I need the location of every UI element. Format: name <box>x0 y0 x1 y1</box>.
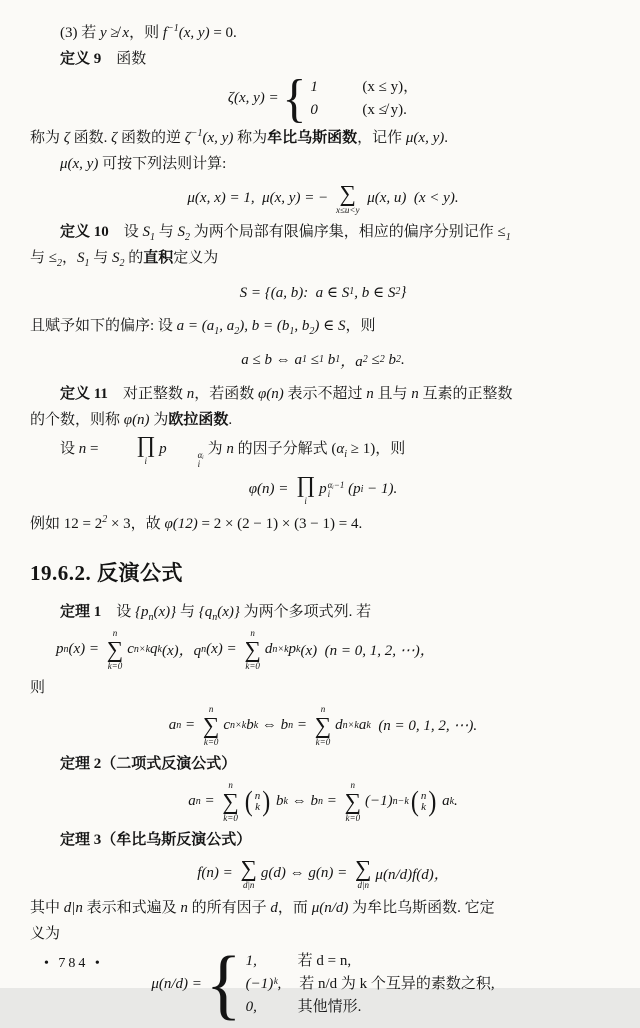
math-run: φ(n) = <box>248 481 293 498</box>
text-line <box>30 46 616 72</box>
formula-line <box>30 857 616 891</box>
math-run: f(n) = <box>197 865 237 882</box>
math-run: . <box>454 793 458 810</box>
math-run: μ(x, y) <box>405 130 445 146</box>
math-run: . <box>400 351 405 368</box>
subscript: 1 <box>349 286 355 297</box>
text-run: 称为 <box>30 130 64 146</box>
operator-upper-limit: n <box>250 627 255 638</box>
operator-lower-limit: k=0 <box>345 812 361 823</box>
formula-line <box>30 629 616 671</box>
text-run: ，若函数 <box>194 386 258 402</box>
math-run: a ≤ b ⇔ a <box>241 351 302 368</box>
subscript: i <box>360 483 364 495</box>
operator-lower-limit: k=0 <box>223 812 238 823</box>
case-value: (−1)ᵏ, <box>245 976 282 993</box>
operator-symbol: ∑ <box>244 636 261 662</box>
math-run: μ(n/d) = <box>151 976 206 993</box>
left-brace-icon: { <box>205 940 242 1028</box>
text-run: 且赋予如下的偏序: 设 <box>30 318 177 334</box>
operator-lower-limit: k=0 <box>245 660 260 671</box>
text-run: 表示不超过 <box>283 386 367 402</box>
text-line <box>30 20 616 46</box>
text-run: 的因子分解式 ( <box>233 440 337 457</box>
text-run: 为 <box>149 412 169 428</box>
math-run: q <box>150 641 158 658</box>
math-run: g(d) ⇔ g(n) = <box>260 865 352 882</box>
subscript: k <box>449 795 455 807</box>
text-line <box>30 125 616 151</box>
math-run: d <box>270 899 278 916</box>
math-run: d <box>335 717 343 734</box>
math-run: p <box>56 641 64 658</box>
binomial-stack <box>253 791 263 813</box>
operator-lower-limit: k=0 <box>315 736 331 747</box>
math-run: } <box>400 283 407 300</box>
text-run: 与 <box>89 250 113 266</box>
superscript: n−k <box>392 795 409 807</box>
left-paren-icon: ( <box>410 786 419 818</box>
text-run: 设 <box>60 440 79 457</box>
bold-run: 定义 9 <box>60 51 102 67</box>
math-run: μ(n/d) <box>311 899 349 916</box>
case-value: 0, <box>245 999 257 1016</box>
math-run: = <box>181 717 199 734</box>
math-run: c <box>223 717 230 734</box>
math-run: − 1). <box>363 481 398 498</box>
text-line <box>30 895 616 921</box>
text-run: 为两个局部有限偏序集，相应的偏序分别记作 ≤ <box>190 224 506 240</box>
subscript: 2 <box>234 326 240 337</box>
text-run: 定义为 <box>173 250 219 266</box>
math-run: p <box>288 641 297 658</box>
formula-line <box>30 940 616 1028</box>
operator-upper-limit: n <box>208 703 214 714</box>
math-run: α <box>336 440 345 457</box>
math-run: S = {(a, b): a ∈ S <box>239 284 350 301</box>
text-run: 的 <box>124 250 144 266</box>
operator-symbol: ∑ <box>106 636 124 662</box>
operator-upper-limit: n <box>350 779 356 790</box>
math-run: ζ <box>184 130 191 146</box>
pi-operator <box>296 473 315 506</box>
page-number: • 784 • <box>44 956 103 971</box>
text-run: ， <box>61 250 77 266</box>
subscript: i <box>344 448 347 460</box>
binomial-top: n <box>254 789 261 802</box>
left-paren-icon: ( <box>244 786 253 818</box>
text-line <box>30 381 616 407</box>
text-line <box>30 151 616 177</box>
sup-sub-stack <box>327 481 345 499</box>
text-run: 19.6.2. 反演公式 <box>30 560 183 585</box>
case-value: 0 <box>310 101 318 118</box>
subscript: i <box>197 458 201 469</box>
text-run: 称为 <box>233 130 268 146</box>
subscript: n×k <box>342 719 359 731</box>
subscript: 1 <box>150 232 156 243</box>
math-run: S <box>112 250 120 266</box>
text-run: 的所有因子 <box>187 899 271 916</box>
sigma-operator <box>345 781 361 823</box>
subscript: n <box>195 795 201 807</box>
subscript: 2 <box>185 232 191 243</box>
operator-symbol: ∑ <box>240 856 257 882</box>
right-paren-icon: ) <box>262 786 271 818</box>
bold-run: 定义 11 <box>60 386 108 402</box>
math-run: ) ∈ S <box>314 318 346 334</box>
formula-line <box>30 68 616 128</box>
math-run: a = (a <box>176 318 215 334</box>
subscript: i <box>327 488 331 499</box>
sigma-operator <box>315 705 331 747</box>
math-run: S <box>177 224 186 240</box>
subscript: 2 <box>362 354 368 365</box>
sigma-operator <box>244 629 260 671</box>
binomial-bottom: k <box>421 800 426 813</box>
text-line <box>30 751 616 777</box>
math-run: μ(x, x) = 1, μ(x, y) = − <box>187 189 332 206</box>
section-heading <box>30 557 616 587</box>
bold-run: 直积 <box>143 250 174 266</box>
math-run: = <box>293 717 311 734</box>
math-run: n <box>366 386 374 402</box>
formula-line <box>30 343 616 377</box>
case-value: 1 <box>310 78 318 95</box>
text-run: . <box>444 130 448 146</box>
text-run: 为 <box>203 440 227 457</box>
right-paren-icon: ) <box>428 786 437 818</box>
math-run: φ(n) <box>123 412 150 428</box>
math-run: b <box>272 793 284 810</box>
operator-lower-limit: k=0 <box>107 660 123 671</box>
math-run: ζ <box>63 130 70 146</box>
math-run: μ(x, u) (x < y). <box>363 189 459 206</box>
subscript: n <box>63 643 69 655</box>
text-line <box>30 675 616 701</box>
subscript: 2 <box>56 258 62 269</box>
math-run: (x)，q <box>162 643 202 660</box>
math-run: (x, y) <box>202 130 234 146</box>
text-run: ≥ 1)，则 <box>347 440 406 457</box>
text-line <box>30 827 616 853</box>
superscript: αᵢ−1 <box>327 479 345 490</box>
text-run: 表示和式遍及 <box>82 899 181 916</box>
math-run: p <box>319 481 327 498</box>
text-run: 与 ≤ <box>30 250 57 266</box>
subscript: 1 <box>214 326 220 337</box>
text-run: 可按下列法则计算: <box>98 156 227 172</box>
subscript: 2 <box>379 354 385 365</box>
case-row <box>310 77 418 98</box>
superscript: 2 <box>102 513 108 525</box>
text-run: 义为 <box>30 925 61 942</box>
formula-line <box>30 473 616 507</box>
text-run: 为两个多项式列. 若 <box>239 603 372 620</box>
math-run: (p <box>344 481 361 498</box>
case-row <box>246 974 495 995</box>
operator-lower-limit: k=0 <box>203 736 219 747</box>
text-run: 设 <box>101 603 136 620</box>
subscript: 1 <box>289 326 295 337</box>
subscript: n <box>288 719 294 731</box>
text-run: 则 <box>30 679 46 696</box>
subscript: n <box>212 611 218 623</box>
math-run: S <box>142 224 151 240</box>
subscript: n×k <box>230 719 247 731</box>
subscript: k <box>283 795 288 807</box>
bold-run: 牟比乌斯函数 <box>267 130 358 146</box>
math-run: μ(n/d)f(d)， <box>375 867 449 884</box>
operator-lower-limit: i <box>304 496 307 507</box>
operator-symbol: ∑ <box>355 856 372 882</box>
case-condition: (x ≤ y)， <box>362 78 419 95</box>
math-run: μ(x, y) <box>60 156 99 172</box>
text-run: ，则 <box>129 25 163 41</box>
subscript: n×k <box>272 643 289 655</box>
math-run: {p <box>135 603 149 620</box>
text-run: 函数的逆 <box>117 130 185 146</box>
math-run: S <box>77 250 85 266</box>
subscript: 1 <box>302 354 307 365</box>
operator-lower-limit: d|n <box>242 880 255 891</box>
math-run: a <box>438 793 450 810</box>
text-run: ，记作 <box>357 130 406 146</box>
subscript: 2 <box>309 326 315 337</box>
cases-group <box>205 940 495 1028</box>
case-condition: 若 n/d 为 k 个互异的素数之积, <box>299 976 495 993</box>
math-run: (x) = <box>206 641 241 658</box>
math-run: , a <box>219 318 235 334</box>
sigma-operator <box>336 182 360 215</box>
operator-symbol: ∏ <box>136 432 156 457</box>
math-run: d <box>264 641 273 658</box>
math-run: y <box>100 25 107 41</box>
text-run: 互素的正整数 <box>418 386 513 402</box>
subscript: n <box>317 795 323 807</box>
subscript: k <box>296 643 301 655</box>
text-run: = 0. <box>209 25 237 41</box>
case-value: 1, <box>245 953 257 970</box>
math-run: b <box>384 351 396 368</box>
formula-line <box>30 181 616 215</box>
math-run: φ(n) <box>257 386 284 402</box>
bold-run: 欧拉函数 <box>168 412 229 428</box>
sigma-operator <box>241 857 257 890</box>
cases-group <box>282 68 419 128</box>
subscript: 1 <box>335 354 341 365</box>
math-run: p <box>159 440 167 457</box>
math-run: n <box>78 440 87 457</box>
math-run: a <box>168 717 177 734</box>
operator-symbol: ∑ <box>314 712 332 738</box>
math-run: (x) = <box>68 641 103 658</box>
math-run: a <box>358 717 367 734</box>
operator-upper-limit: n <box>112 627 118 638</box>
math-run: ), b = (b <box>239 318 290 334</box>
subscript: n <box>176 719 182 731</box>
math-run: {q <box>198 603 213 620</box>
text-run: 与 <box>176 603 199 620</box>
operator-symbol: ∑ <box>222 788 239 814</box>
math-run: (x)} <box>217 603 240 620</box>
math-run: x <box>122 25 130 41</box>
bold-run: 定理 1 <box>60 603 102 620</box>
operator-lower-limit: d|n <box>357 880 369 891</box>
sigma-operator <box>203 705 219 747</box>
sigma-operator <box>355 857 371 890</box>
subscript: n <box>201 643 207 655</box>
math-run: ζ(x, y) = <box>227 90 283 106</box>
text-run: 且与 <box>373 386 412 402</box>
subscript: 2 <box>395 286 401 297</box>
text-run: (3) 若 <box>60 25 100 41</box>
math-run: ζ <box>111 130 118 146</box>
binomial-coefficient <box>410 786 437 818</box>
bold-run: 定义 10 <box>60 224 109 240</box>
subscript: 1 <box>84 258 90 269</box>
subscript: k <box>253 719 259 731</box>
binomial-stack <box>419 791 429 813</box>
math-run: (x) (n = 0, 1, 2, ⋯)， <box>300 643 435 660</box>
formula-line <box>30 705 616 747</box>
text-line <box>30 511 616 537</box>
math-run: n <box>180 899 188 916</box>
case-condition: (x ≰ y). <box>362 101 407 118</box>
superscript: −1 <box>167 23 179 34</box>
subscript: n×k <box>133 643 151 655</box>
bold-run: 定理 2（二项式反演公式） <box>60 755 237 772</box>
left-brace-icon: { <box>282 68 307 128</box>
text-line <box>30 921 616 947</box>
math-run: c <box>127 641 134 658</box>
binomial-top: n <box>420 789 427 802</box>
text-line <box>30 313 616 339</box>
math-run: a <box>188 793 196 810</box>
subscript: k <box>157 643 162 655</box>
math-run: (−1) <box>365 793 393 810</box>
text-run: 与 <box>155 224 178 240</box>
math-run: ≤ <box>367 351 380 368</box>
subscript: n <box>148 611 154 623</box>
text-run: ，则 <box>345 318 376 334</box>
text-run: 设 <box>108 224 143 240</box>
subscript: 2 <box>395 354 401 365</box>
math-run: = <box>322 793 341 810</box>
math-run: ≤ <box>307 351 319 368</box>
text-run: = <box>86 440 103 457</box>
operator-lower-limit: i <box>144 456 147 466</box>
math-run: , b ∈ S <box>354 284 396 301</box>
operator-upper-limit: n <box>228 779 233 790</box>
text-line <box>30 219 616 245</box>
text-line <box>30 599 616 625</box>
math-run: (n = 0, 1, 2, ⋯). <box>370 718 478 735</box>
subscript: 1 <box>505 232 511 243</box>
subscript: k <box>366 719 371 731</box>
text-line <box>30 407 616 433</box>
sup-sub-stack <box>167 451 204 469</box>
case-condition: 若 d = n, <box>297 953 352 970</box>
case-condition: 其他情形. <box>297 999 362 1016</box>
sigma-operator <box>107 629 123 671</box>
sigma-operator <box>222 781 238 823</box>
math-run: n <box>186 386 195 402</box>
pi-operator <box>106 433 155 466</box>
math-run: (x)} <box>153 603 177 620</box>
math-run: n <box>226 440 234 457</box>
text-run: 函数. <box>69 130 112 146</box>
text-run: ≱ <box>106 25 123 41</box>
text-run: 其中 <box>30 899 64 916</box>
math-run: ⇔ b <box>258 717 289 734</box>
cases-rows <box>310 77 418 121</box>
operator-symbol: ∑ <box>339 180 356 206</box>
superscript: −1 <box>190 128 203 139</box>
math-run: , b <box>294 318 310 334</box>
text-line <box>30 433 616 469</box>
text-run: ，而 <box>277 899 312 916</box>
operator-symbol: ∑ <box>202 712 220 738</box>
text-run: × 3，故 <box>107 515 165 532</box>
operator-symbol: ∑ <box>344 788 361 814</box>
superscript: αᵢ <box>197 449 204 460</box>
binomial-bottom: k <box>255 800 260 813</box>
text-run: 对正整数 <box>107 386 187 402</box>
math-run: b <box>323 351 336 368</box>
subscript: 1 <box>318 354 324 365</box>
cases-rows <box>246 951 495 1018</box>
text-run: 函数 <box>101 51 147 67</box>
text-run: 的个数，则称 <box>30 412 124 428</box>
math-run: φ(12) <box>164 515 198 532</box>
text-run: . <box>228 412 233 428</box>
formula-line <box>30 781 616 823</box>
text-run: 例如 12 = 2 <box>30 515 103 532</box>
math-run: b <box>246 717 254 734</box>
math-run: n <box>411 386 419 402</box>
text-run: = 2 × (2 − 1) × (3 − 1) = 4. <box>197 515 363 532</box>
operator-upper-limit: n <box>320 703 326 714</box>
case-row <box>310 100 418 121</box>
math-run: d|n <box>63 899 83 916</box>
math-run: ⇔ b <box>287 793 318 810</box>
math-run: f <box>162 25 168 41</box>
math-run: ，a <box>340 353 363 370</box>
operator-symbol: ∏ <box>296 472 316 498</box>
bold-run: 定理 3（牟比乌斯反演公式） <box>60 831 252 848</box>
binomial-coefficient <box>244 786 271 818</box>
formula-line <box>30 275 616 309</box>
math-run: = <box>200 793 219 810</box>
operator-lower-limit: x≤u<y <box>335 204 360 215</box>
subscript: 2 <box>119 258 125 269</box>
text-run: 为牟比乌斯函数. 它定 <box>348 899 495 916</box>
case-row <box>246 997 495 1018</box>
math-run: (x, y) <box>178 25 210 41</box>
case-row <box>246 951 495 972</box>
text-line <box>30 245 616 271</box>
